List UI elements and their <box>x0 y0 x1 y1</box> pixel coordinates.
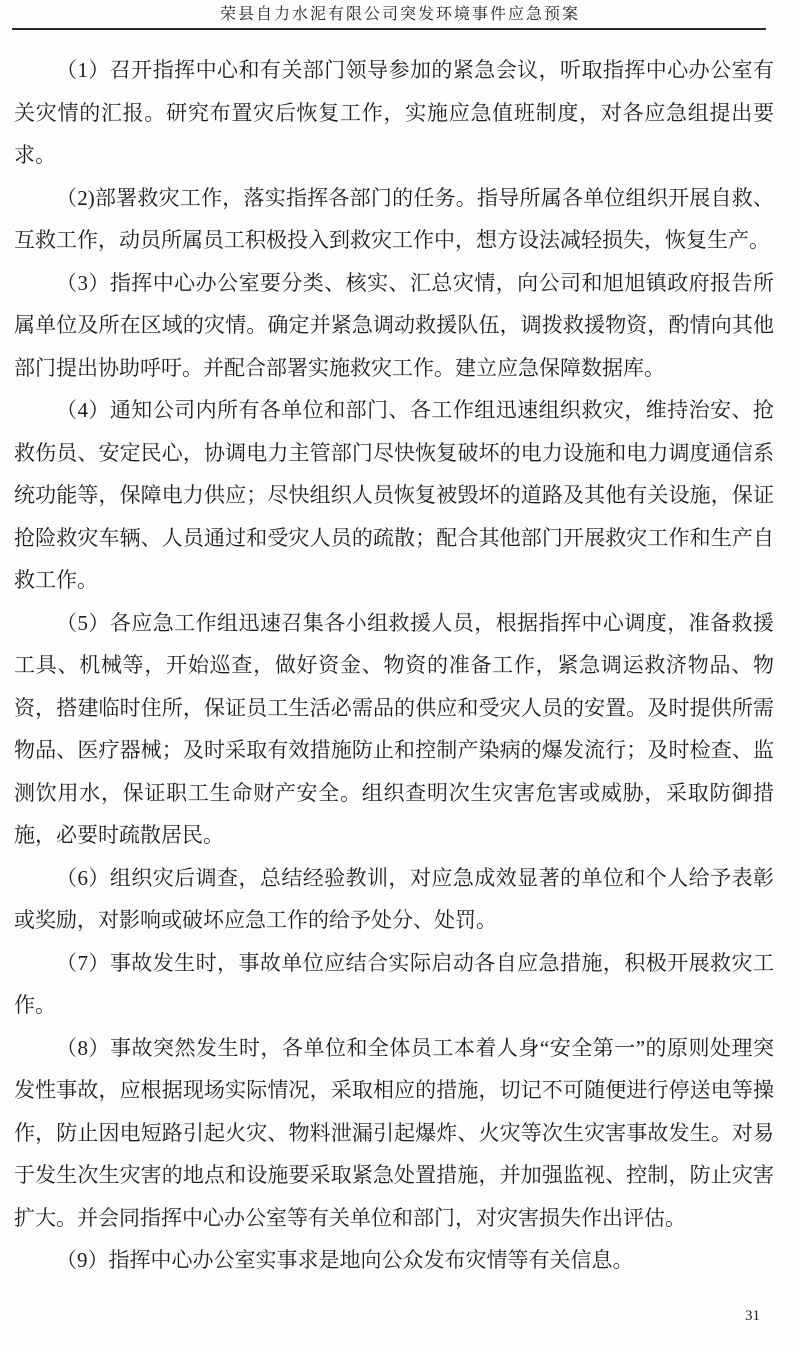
paragraph-5: （5）各应急工作组迅速召集各小组救援人员，根据指挥中心调度，准备救援工具、机械等，开始巡查，做好资金、物资的准备工作，紧急调运救济物品、物资，搭建临时住所，保证员工生活必需品的供应和受灾人员的安置。及时提供所需物品、医疗器械；及时采取有效措施防止和控制产染病的爆发流行；及时检查、监测饮用水，保证职工生命财产安全。组织查明次生灾害危害或威胁，采取防御措施，必要时疏散居民。 <box>14 610 774 847</box>
paragraph-6: （6）组织灾后调查，总结经验教训，对应急成效显著的单位和个人给予表彰或奖励，对影响或破坏应急工作的给予处分、处罚。 <box>14 865 774 932</box>
paragraph-8: （8）事故突然发生时，各单位和全体员工本着人身“安全第一”的原则处理突发性事故，应根据现场实际情况，采取相应的措施，切记不可随便进行停送电等操作，防止因电短路引起火灾、物料泄漏引起爆炸、火灾等次生灾害事故发生。对易于发生次生灾害的地点和设施要采取紧急处置措施，并加强监视、控制，防止灾害扩大。并会同指挥中心办公室等有关单位和部门，对灾害损失作出评估。 <box>14 1035 774 1230</box>
paragraph-3: （3）指挥中心办公室要分类、核实、汇总灾情，向公司和旭旭镇政府报告所属单位及所在区域的灾情。确定并紧急调动救援队伍，调拨救援物资，酌情向其他部门提出协助呼吁。并配合部署实施救灾工作。建立应急保障数据库。 <box>14 270 774 380</box>
paragraph-7: （7）事故发生时，事故单位应结合实际启动各自应急措施，积极开展救灾工作。 <box>14 950 774 1017</box>
document-header-title: 荣县自力水泥有限公司突发环境事件应急预案 <box>219 6 580 23</box>
paragraph-4: （4）通知公司内所有各单位和部门、各工作组迅速组织救灾，维持治安、抢救伤员、安定民心，协调电力主管部门尽快恢复破坏的电力设施和电力调度通信系统功能等，保障电力供应；尽快组织人员恢复被毁坏的道路及其他有关设施，保证抢险救灾车辆、人员通过和受灾人员的疏散；配合其他部门开展救灾工作和生产自救工作。 <box>14 398 774 592</box>
paragraph-2: （2)部署救灾工作，落实指挥各部门的任务。指导所属各单位组织开展自救、互救工作，动员所属员工积极投入到救灾工作中，想方设法减轻损失，恢复生产。 <box>14 185 774 252</box>
header-rule <box>12 28 766 30</box>
document-body <box>14 49 774 1282</box>
paragraph-9: （9）指挥中心办公室实事求是地向公众发布灾情等有关信息。 <box>56 1248 634 1272</box>
page-footer <box>745 1307 760 1325</box>
page-header <box>0 0 800 30</box>
page-number: 31 <box>745 1308 760 1324</box>
paragraph-1: （1）召开指挥中心和有关部门领导参加的紧急会议，听取指挥中心办公室有关灾情的汇报。研究布置灾后恢复工作，实施应急值班制度，对各应急组提出要求。 <box>14 58 774 167</box>
